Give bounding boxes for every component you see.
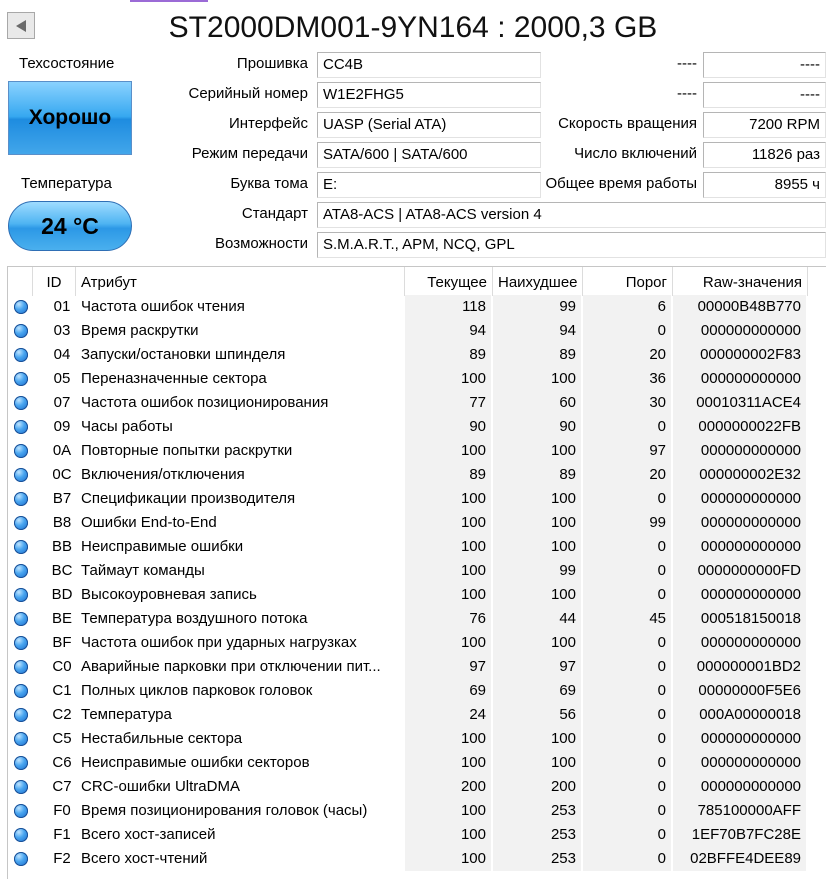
threshold-value: 20 bbox=[583, 463, 671, 487]
rotation-speed-field: 7200 RPM bbox=[703, 112, 826, 138]
header-current[interactable]: Текущее bbox=[405, 267, 493, 296]
status-dot-icon bbox=[14, 612, 28, 626]
attribute-id: C7 bbox=[52, 778, 72, 795]
interface-field: UASP (Serial ATA) bbox=[317, 112, 541, 138]
table-row[interactable] bbox=[8, 367, 808, 391]
serial-label: Серийный номер bbox=[188, 85, 308, 102]
raw-value: 000000000000 bbox=[673, 535, 806, 559]
firmware-label: Прошивка bbox=[236, 55, 308, 72]
status-dot-icon bbox=[14, 324, 28, 338]
worst-value: 99 bbox=[493, 295, 581, 319]
table-row[interactable] bbox=[8, 655, 808, 679]
current-value: 100 bbox=[405, 511, 491, 535]
status-dot-icon bbox=[14, 588, 28, 602]
attribute-name: Повторные попытки раскрутки bbox=[81, 442, 293, 459]
current-value: 77 bbox=[405, 391, 491, 415]
attribute-name: Высокоуровневая запись bbox=[81, 586, 257, 603]
worst-value: 100 bbox=[493, 727, 581, 751]
attribute-name: Всего хост-записей bbox=[81, 826, 216, 843]
threshold-value: 20 bbox=[583, 343, 671, 367]
threshold-value: 0 bbox=[583, 319, 671, 343]
worst-value: 100 bbox=[493, 367, 581, 391]
current-value: 118 bbox=[405, 295, 491, 319]
status-dot-icon bbox=[14, 540, 28, 554]
attribute-name: Неисправимые ошибки bbox=[81, 538, 244, 555]
status-dot-icon bbox=[14, 732, 28, 746]
current-value: 69 bbox=[405, 679, 491, 703]
raw-value: 00000000F5E6 bbox=[673, 679, 806, 703]
table-row[interactable] bbox=[8, 319, 808, 343]
worst-value: 44 bbox=[493, 607, 581, 631]
threshold-value: 0 bbox=[583, 583, 671, 607]
attribute-id: C2 bbox=[52, 706, 72, 723]
attribute-name: Переназначенные сектора bbox=[81, 370, 267, 387]
table-row[interactable] bbox=[8, 511, 808, 535]
attribute-name: Ошибки End-to-End bbox=[81, 514, 217, 531]
attribute-id: 0C bbox=[52, 466, 72, 483]
worst-value: 97 bbox=[493, 655, 581, 679]
status-dot-icon bbox=[14, 852, 28, 866]
current-value: 76 bbox=[405, 607, 491, 631]
attribute-name: Частота ошибок чтения bbox=[81, 298, 245, 315]
temperature-button[interactable]: 24 °C bbox=[8, 201, 132, 251]
header-id[interactable]: ID bbox=[33, 267, 76, 296]
table-row[interactable] bbox=[8, 487, 808, 511]
threshold-value: 0 bbox=[583, 487, 671, 511]
attribute-id: F2 bbox=[53, 850, 71, 867]
attribute-name: Полных циклов парковок головок bbox=[81, 682, 313, 699]
worst-value: 100 bbox=[493, 487, 581, 511]
attribute-id: BF bbox=[52, 634, 72, 651]
smart-table[interactable] bbox=[7, 266, 826, 879]
table-row[interactable] bbox=[8, 847, 808, 871]
right-label-2: ---- bbox=[677, 85, 697, 102]
current-value: 100 bbox=[405, 487, 491, 511]
status-dot-icon bbox=[14, 636, 28, 650]
raw-value: 00010311ACE4 bbox=[673, 391, 806, 415]
threshold-value: 6 bbox=[583, 295, 671, 319]
attribute-name: Температура воздушного потока bbox=[81, 610, 308, 627]
worst-value: 60 bbox=[493, 391, 581, 415]
volume-letter-label: Буква тома bbox=[230, 175, 308, 192]
table-row[interactable] bbox=[8, 415, 808, 439]
status-dot-icon bbox=[14, 516, 28, 530]
table-header bbox=[8, 267, 808, 297]
header-threshold[interactable]: Порог bbox=[583, 267, 673, 296]
threshold-value: 0 bbox=[583, 751, 671, 775]
raw-value: 785100000AFF bbox=[673, 799, 806, 823]
threshold-value: 0 bbox=[583, 631, 671, 655]
attribute-name: CRC-ошибки UltraDMA bbox=[81, 778, 240, 795]
table-row[interactable] bbox=[8, 703, 808, 727]
attribute-id: B8 bbox=[52, 514, 72, 531]
raw-value: 000000000000 bbox=[673, 511, 806, 535]
attribute-id: 07 bbox=[53, 394, 71, 411]
table-row[interactable] bbox=[8, 775, 808, 799]
attribute-id: C1 bbox=[52, 682, 72, 699]
raw-value: 000000002E32 bbox=[673, 463, 806, 487]
attribute-name: Спецификации производителя bbox=[81, 490, 296, 507]
current-value: 100 bbox=[405, 799, 491, 823]
current-value: 89 bbox=[405, 343, 491, 367]
attribute-id: 04 bbox=[53, 346, 71, 363]
attribute-id: C0 bbox=[52, 658, 72, 675]
raw-value: 00000B48B770 bbox=[673, 295, 806, 319]
firmware-field: CC4B bbox=[317, 52, 541, 78]
status-dot-icon bbox=[14, 444, 28, 458]
worst-value: 253 bbox=[493, 847, 581, 871]
power-count-field: 11826 раз bbox=[703, 142, 826, 168]
worst-value: 200 bbox=[493, 775, 581, 799]
worst-value: 100 bbox=[493, 751, 581, 775]
raw-value: 000000000000 bbox=[673, 631, 806, 655]
raw-value: 000000001BD2 bbox=[673, 655, 806, 679]
current-value: 200 bbox=[405, 775, 491, 799]
raw-value: 1EF70B7FC28E bbox=[673, 823, 806, 847]
worst-value: 99 bbox=[493, 559, 581, 583]
status-dot-icon bbox=[14, 372, 28, 386]
attribute-id: F0 bbox=[53, 802, 71, 819]
serial-field: W1E2FHG5 bbox=[317, 82, 541, 108]
table-row[interactable] bbox=[8, 607, 808, 631]
status-dot-icon bbox=[14, 828, 28, 842]
standard-field: ATA8-ACS | ATA8-ACS version 4 bbox=[317, 202, 826, 228]
status-dot-icon bbox=[14, 468, 28, 482]
threshold-value: 97 bbox=[583, 439, 671, 463]
raw-value: 0000000000FD bbox=[673, 559, 806, 583]
threshold-value: 99 bbox=[583, 511, 671, 535]
attribute-name: Включения/отключения bbox=[81, 466, 245, 483]
threshold-value: 0 bbox=[583, 823, 671, 847]
status-dot-icon bbox=[14, 348, 28, 362]
current-value: 100 bbox=[405, 751, 491, 775]
attribute-id: 01 bbox=[53, 298, 71, 315]
status-dot-icon bbox=[14, 396, 28, 410]
worst-value: 253 bbox=[493, 823, 581, 847]
worst-value: 100 bbox=[493, 439, 581, 463]
table-row[interactable] bbox=[8, 631, 808, 655]
rotation-speed-label: Скорость вращения bbox=[558, 115, 697, 132]
power-hours-field: 8955 ч bbox=[703, 172, 826, 198]
current-value: 97 bbox=[405, 655, 491, 679]
table-row[interactable] bbox=[8, 799, 808, 823]
features-field: S.M.A.R.T., APM, NCQ, GPL bbox=[317, 232, 826, 258]
attribute-id: F1 bbox=[53, 826, 71, 843]
threshold-value: 0 bbox=[583, 415, 671, 439]
table-row[interactable] bbox=[8, 463, 808, 487]
header-raw[interactable]: Raw-значения bbox=[673, 267, 808, 296]
attribute-id: BC bbox=[51, 562, 73, 579]
current-value: 100 bbox=[405, 583, 491, 607]
worst-value: 56 bbox=[493, 703, 581, 727]
raw-value: 000000000000 bbox=[673, 367, 806, 391]
status-dot-icon bbox=[14, 804, 28, 818]
worst-value: 90 bbox=[493, 415, 581, 439]
worst-value: 89 bbox=[493, 463, 581, 487]
current-value: 100 bbox=[405, 847, 491, 871]
current-value: 94 bbox=[405, 319, 491, 343]
attribute-id: C6 bbox=[52, 754, 72, 771]
current-value: 100 bbox=[405, 559, 491, 583]
current-value: 100 bbox=[405, 535, 491, 559]
worst-value: 100 bbox=[493, 583, 581, 607]
status-dot-icon bbox=[14, 564, 28, 578]
raw-value: 000000000000 bbox=[673, 439, 806, 463]
table-row[interactable] bbox=[8, 535, 808, 559]
status-dot-icon bbox=[14, 708, 28, 722]
header-worst[interactable]: Наихудшее bbox=[493, 267, 583, 296]
status-dot-icon bbox=[14, 660, 28, 674]
raw-value: 000000000000 bbox=[673, 583, 806, 607]
raw-value: 000518150018 bbox=[673, 607, 806, 631]
threshold-value: 0 bbox=[583, 535, 671, 559]
attribute-name: Запуски/остановки шпинделя bbox=[81, 346, 286, 363]
disk-title: ST2000DM001-9YN164 : 2000,3 GB bbox=[168, 11, 658, 44]
worst-value: 100 bbox=[493, 535, 581, 559]
attribute-id: BD bbox=[51, 586, 73, 603]
top-accent-line bbox=[130, 0, 208, 2]
table-row[interactable] bbox=[8, 751, 808, 775]
attribute-name: Частота ошибок позиционирования bbox=[81, 394, 329, 411]
threshold-value: 0 bbox=[583, 703, 671, 727]
temperature-label: Температура bbox=[21, 175, 112, 192]
current-value: 100 bbox=[405, 367, 491, 391]
worst-value: 94 bbox=[493, 319, 581, 343]
attribute-id: 05 bbox=[53, 370, 71, 387]
table-row[interactable] bbox=[8, 727, 808, 751]
raw-value: 000000000000 bbox=[673, 751, 806, 775]
attribute-name: Время позиционирования головок (часы) bbox=[81, 802, 368, 819]
threshold-value: 0 bbox=[583, 655, 671, 679]
threshold-value: 30 bbox=[583, 391, 671, 415]
attribute-name: Всего хост-чтений bbox=[81, 850, 208, 867]
raw-value: 000A00000018 bbox=[673, 703, 806, 727]
raw-value: 000000000000 bbox=[673, 487, 806, 511]
right-field-1: ---- bbox=[703, 52, 826, 78]
current-value: 89 bbox=[405, 463, 491, 487]
right-label-1: ---- bbox=[677, 55, 697, 72]
volume-letter-field: E: bbox=[317, 172, 541, 198]
current-value: 100 bbox=[405, 727, 491, 751]
attribute-id: 09 bbox=[53, 418, 71, 435]
health-status-button[interactable]: Хорошо bbox=[8, 81, 132, 155]
threshold-value: 0 bbox=[583, 799, 671, 823]
current-value: 90 bbox=[405, 415, 491, 439]
transfer-mode-field: SATA/600 | SATA/600 bbox=[317, 142, 541, 168]
raw-value: 000000000000 bbox=[673, 319, 806, 343]
status-dot-icon bbox=[14, 420, 28, 434]
status-dot-icon bbox=[14, 300, 28, 314]
features-label: Возможности bbox=[215, 235, 308, 252]
health-label: Техсостояние bbox=[19, 55, 115, 72]
right-field-2: ---- bbox=[703, 82, 826, 108]
threshold-value: 0 bbox=[583, 847, 671, 871]
header-status[interactable] bbox=[8, 267, 33, 296]
table-row[interactable] bbox=[8, 343, 808, 367]
status-dot-icon bbox=[14, 756, 28, 770]
attribute-id: BB bbox=[51, 538, 72, 555]
attribute-id: 0A bbox=[52, 442, 72, 459]
header-attribute[interactable]: Атрибут bbox=[76, 267, 405, 296]
attribute-name: Нестабильные сектора bbox=[81, 730, 243, 747]
table-row[interactable] bbox=[8, 391, 808, 415]
transfer-mode-label: Режим передачи bbox=[191, 145, 308, 162]
worst-value: 100 bbox=[493, 631, 581, 655]
threshold-value: 0 bbox=[583, 727, 671, 751]
current-value: 100 bbox=[405, 439, 491, 463]
raw-value: 0000000022FB bbox=[673, 415, 806, 439]
worst-value: 89 bbox=[493, 343, 581, 367]
raw-value: 000000002F83 bbox=[673, 343, 806, 367]
attribute-name: Таймаут команды bbox=[81, 562, 205, 579]
table-row[interactable] bbox=[8, 583, 808, 607]
attribute-name: Частота ошибок при ударных нагрузках bbox=[81, 634, 357, 651]
current-value: 100 bbox=[405, 631, 491, 655]
worst-value: 100 bbox=[493, 511, 581, 535]
current-value: 100 bbox=[405, 823, 491, 847]
standard-label: Стандарт bbox=[241, 205, 308, 222]
raw-value: 02BFFE4DEE89 bbox=[673, 847, 806, 871]
attribute-name: Неисправимые ошибки секторов bbox=[81, 754, 310, 771]
threshold-value: 36 bbox=[583, 367, 671, 391]
threshold-value: 0 bbox=[583, 775, 671, 799]
power-count-label: Число включений bbox=[574, 145, 697, 162]
attribute-id: C5 bbox=[52, 730, 72, 747]
worst-value: 69 bbox=[493, 679, 581, 703]
table-row[interactable] bbox=[8, 679, 808, 703]
interface-label: Интерфейс bbox=[228, 115, 308, 132]
attribute-id: BE bbox=[51, 610, 72, 627]
attribute-name: Температура bbox=[81, 706, 172, 723]
table-row[interactable] bbox=[8, 823, 808, 847]
status-dot-icon bbox=[14, 684, 28, 698]
attribute-name: Время раскрутки bbox=[81, 322, 199, 339]
worst-value: 253 bbox=[493, 799, 581, 823]
status-dot-icon bbox=[14, 492, 28, 506]
status-dot-icon bbox=[14, 780, 28, 794]
attribute-id: B7 bbox=[52, 490, 72, 507]
attribute-id: 03 bbox=[53, 322, 71, 339]
table-row[interactable] bbox=[8, 439, 808, 463]
power-hours-label: Общее время работы bbox=[545, 175, 697, 192]
table-row[interactable] bbox=[8, 295, 808, 319]
current-value: 24 bbox=[405, 703, 491, 727]
table-row[interactable] bbox=[8, 559, 808, 583]
threshold-value: 0 bbox=[583, 679, 671, 703]
raw-value: 000000000000 bbox=[673, 775, 806, 799]
raw-value: 000000000000 bbox=[673, 727, 806, 751]
threshold-value: 0 bbox=[583, 559, 671, 583]
attribute-name: Аварийные парковки при отключении пит... bbox=[81, 658, 381, 675]
attribute-name: Часы работы bbox=[81, 418, 173, 435]
threshold-value: 45 bbox=[583, 607, 671, 631]
